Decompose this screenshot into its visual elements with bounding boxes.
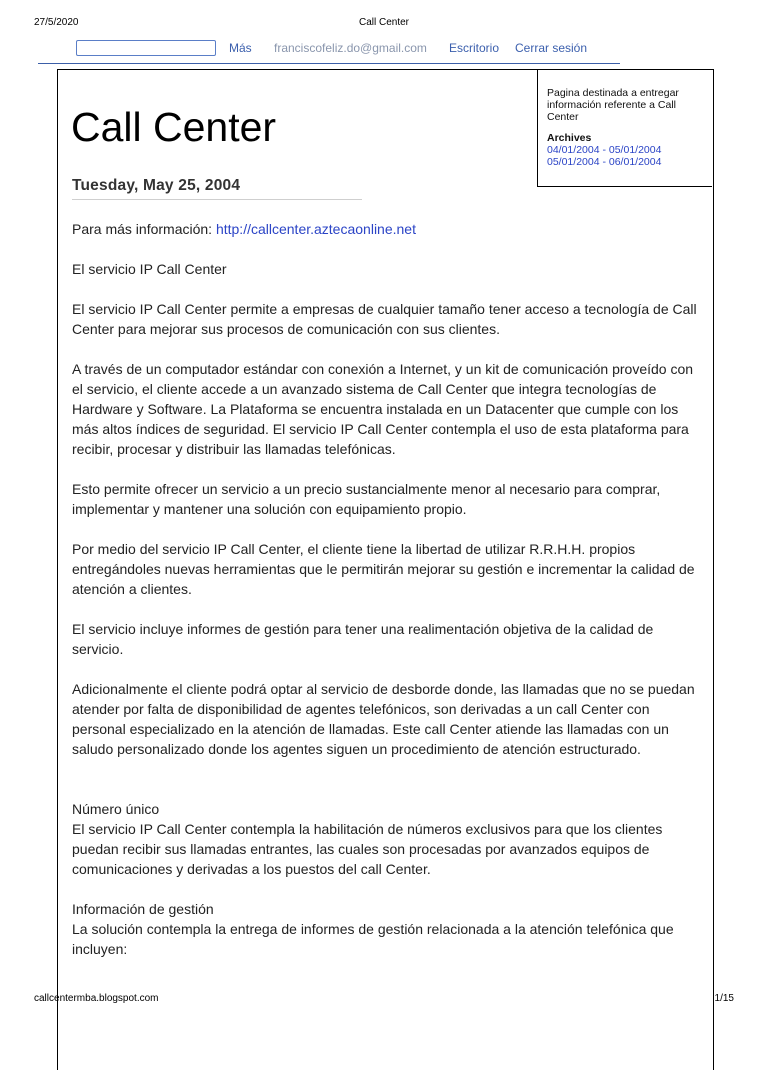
post-date: Tuesday, May 25, 2004 xyxy=(72,177,362,200)
search-input[interactable] xyxy=(76,40,216,56)
archives-heading: Archives xyxy=(547,132,592,144)
post-paragraph: El servicio IP Call Center xyxy=(72,261,227,277)
print-date: 27/5/2020 xyxy=(34,17,79,28)
post-paragraph: El servicio incluye informes de gestión para tener una realimentación objetiva de la calidad de servicio. xyxy=(72,621,654,657)
post-paragraph: Adicionalmente el cliente podrá optar al servicio de desborde donde, las llamadas que no se puedan atender por falta de disponibilidad de agentes telefónicos, son derivadas a un call Center con personal especializado en la atención de llamadas. Este call Center atiende las llamadas con un saludo personalizado donde los agentes siguen un procedimiento de atención estructurado. xyxy=(72,681,695,757)
more-link[interactable]: Más xyxy=(229,41,252,55)
print-title: Call Center xyxy=(358,17,410,28)
archive-link[interactable]: 05/01/2004 - 06/01/2004 xyxy=(547,156,662,168)
archive-link[interactable]: 04/01/2004 - 05/01/2004 xyxy=(547,144,662,156)
post-paragraph: La solución contempla la entrega de informes de gestión relacionada a la atención telefónica que incluyen: xyxy=(72,921,674,957)
post-paragraph: Por medio del servicio IP Call Center, el cliente tiene la libertad de utilizar R.R.H.H. propios entregándoles nuevas herramientas que le permitirán mejorar su gestión e incrementar la calidad de atención a clientes. xyxy=(72,541,695,597)
post-paragraph: A través de un computador estándar con conexión a Internet, y un kit de comunicación proveído con el servicio, el cliente accede a un avanzado sistema de Call Center que integra tecnologías de Hardware y Software. La Plataforma se encuentra instalada en un Datacenter que cumple con los más altos índices de seguridad. El servicio IP Call Center contempla el uso de esta plataforma para recibir, procesar y distribuir las llamadas telefónicas. xyxy=(72,361,694,457)
blog-title[interactable]: Call Center xyxy=(71,104,277,150)
blog-description: Pagina destinada a entregar información referente a Call Center xyxy=(547,87,679,123)
info-prefix: Para más información: xyxy=(72,221,216,237)
post-body xyxy=(72,219,704,979)
sign-out-link[interactable]: Cerrar sesión xyxy=(515,41,588,55)
blogger-navbar xyxy=(38,38,620,64)
post-paragraph: El servicio IP Call Center contempla la habilitación de números exclusivos para que los clientes puedan recibir sus llamadas entrantes, las cuales son procesadas por avanzados equipos de comunicaciones y derivadas a los puestos del call Center. xyxy=(72,821,663,877)
post-paragraph: El servicio IP Call Center permite a empresas de cualquier tamaño tener acceso a tecnología de Call Center para mejorar sus procesos de comunicación con sus clientes. xyxy=(72,301,697,337)
user-email: franciscofeliz.do@gmail.com xyxy=(274,41,427,55)
post-paragraph: Esto permite ofrecer un servicio a un precio sustancialmente menor al necesario para comprar, implementar y mantener una solución con equipamiento propio. xyxy=(72,481,661,517)
footer-url: callcentermba.blogspot.com xyxy=(34,993,159,1004)
sidebar xyxy=(537,69,712,187)
section-heading: Número único xyxy=(72,801,160,817)
section-heading: Información de gestión xyxy=(72,901,214,917)
dashboard-link[interactable]: Escritorio xyxy=(449,41,500,55)
page-number: 1/15 xyxy=(714,993,734,1004)
info-line xyxy=(72,219,704,239)
info-link[interactable]: http://callcenter.aztecaonline.net xyxy=(215,221,416,237)
